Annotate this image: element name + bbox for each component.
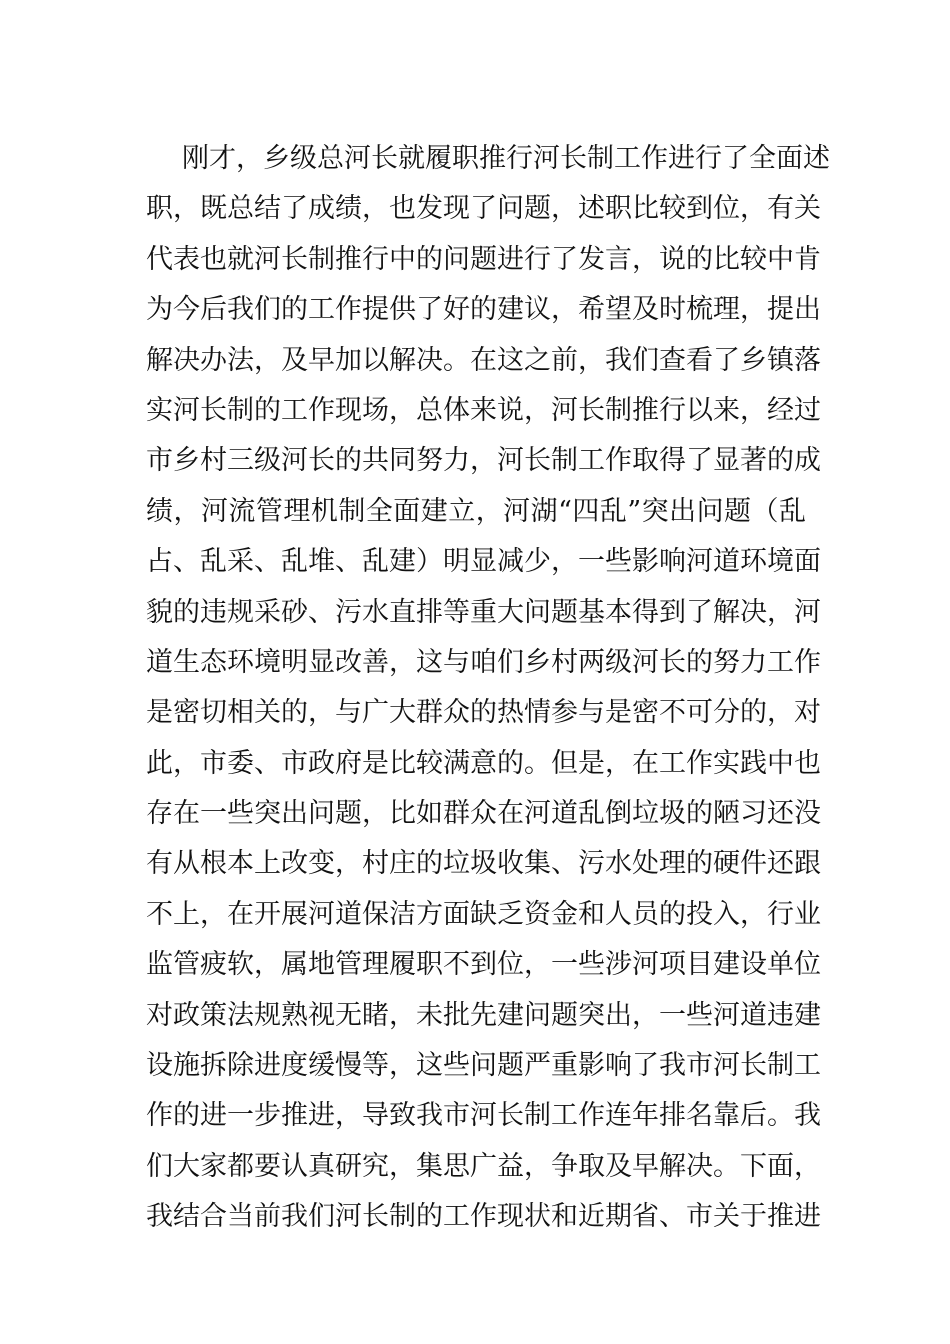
text-line: 市乡村三级河长的共同努力，河长制工作取得了显著的成 [146,445,821,477]
text-line: 们大家都要认真研究，集思广益，争取及早解决。下面， [146,1150,821,1182]
text-line: 占、乱采、乱堆、乱建）明显减少，一些影响河道环境面 [146,546,821,578]
text-line: 实河长制的工作现场，总体来说，河长制推行以来，经过 [146,394,821,426]
text-line: 代表也就河长制推行中的问题进行了发言，说的比较中肯 [146,243,821,275]
text-line: 貌的违规采砂、污水直排等重大问题基本得到了解决，河 [146,596,821,628]
text-line: 此，市委、市政府是比较满意的。但是，在工作实践中也 [146,747,821,779]
text-line: 作的进一步推进，导致我市河长制工作连年排名靠后。我 [146,1100,821,1132]
body-paragraph [146,134,830,1243]
text-line: 有从根本上改变，村庄的垃圾收集、污水处理的硬件还跟 [146,848,821,880]
text-line: 不上，在开展河道保洁方面缺乏资金和人员的投入，行业 [146,898,821,930]
text-line: 刚才，乡级总河长就履职推行河长制工作进行了全面述 [182,143,830,174]
text-line: 为今后我们的工作提供了好的建议，希望及时梳理，提出 [146,294,821,326]
text-line: 绩，河流管理机制全面建立，河湖“四乱”突出问题（乱 [146,495,806,527]
text-line: 职，既总结了成绩，也发现了问题，述职比较到位，有关 [146,193,821,225]
text-line: 设施拆除进度缓慢等，这些问题严重影响了我市河长制工 [146,1050,821,1082]
text-line: 解决办法，及早加以解决。在这之前，我们查看了乡镇落 [146,344,821,376]
text-line: 道生态环境明显改善，这与咱们乡村两级河长的努力工作 [146,646,821,678]
text-line: 存在一些突出问题，比如群众在河道乱倒垃圾的陋习还没 [146,798,821,830]
text-line: 对政策法规熟视无睹，未批先建问题突出，一些河道违建 [146,999,821,1031]
text-line: 我结合当前我们河长制的工作现状和近期省、市关于推进 [146,1201,821,1233]
text-line: 监管疲软，属地管理履职不到位，一些涉河项目建设单位 [146,949,821,981]
text-line: 是密切相关的，与广大群众的热情参与是密不可分的，对 [146,697,821,729]
